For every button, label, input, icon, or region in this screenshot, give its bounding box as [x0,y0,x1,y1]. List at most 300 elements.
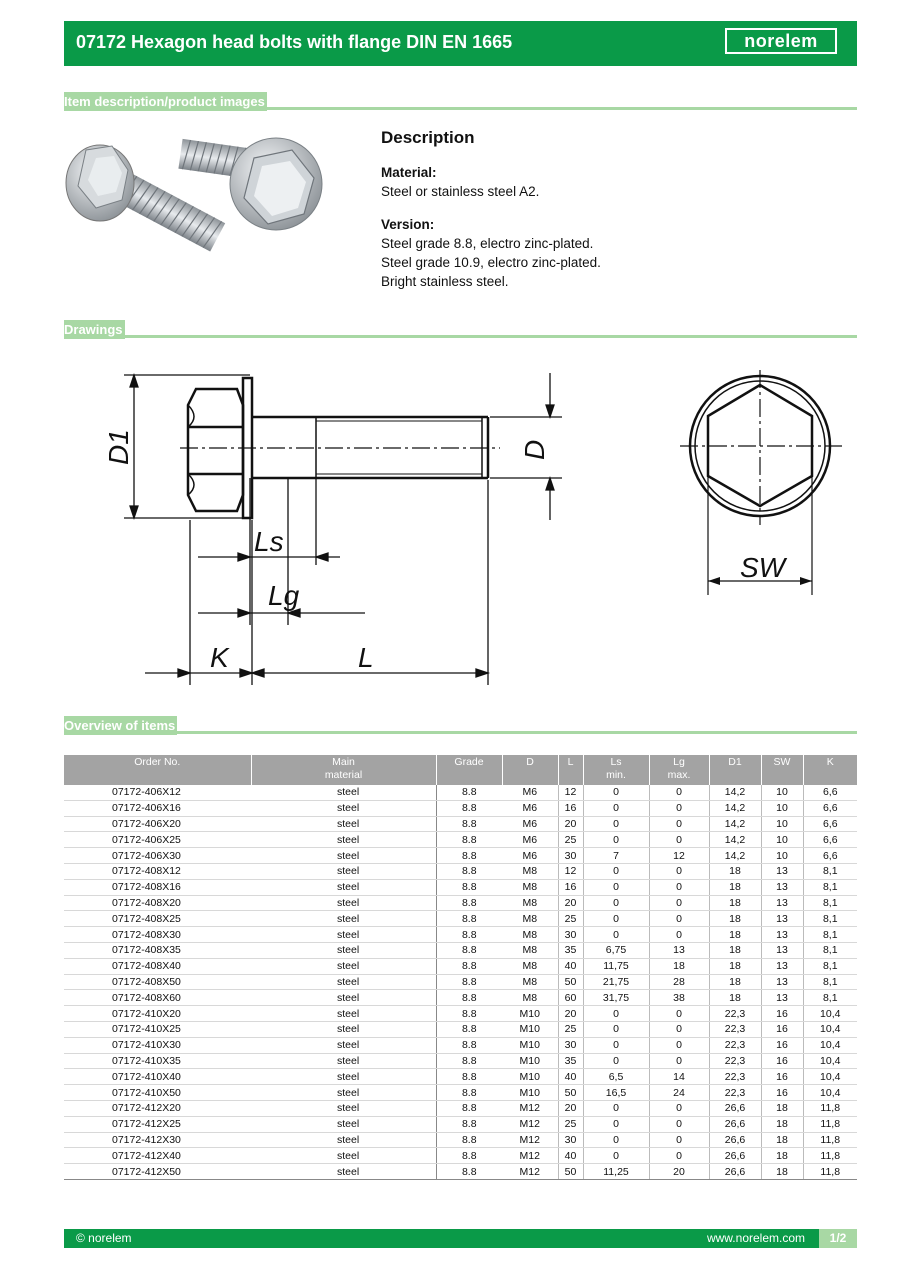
table-cell: 18 [709,911,761,927]
table-cell: steel [251,1006,436,1022]
table-cell: 8,1 [803,879,857,895]
table-cell: 8.8 [436,990,502,1006]
column-header: L [558,755,583,785]
table-cell: 18 [761,1148,803,1164]
table-cell: 07172-408X25 [64,911,251,927]
table-cell: 0 [649,1148,709,1164]
table-cell: 8,1 [803,942,857,958]
table-cell: 0 [583,1148,649,1164]
section-title: Item description/product images [64,94,265,109]
table-cell: 07172-406X25 [64,832,251,848]
table-cell: steel [251,911,436,927]
table-cell: 18 [761,1132,803,1148]
table-cell: 8.8 [436,942,502,958]
table-cell: 0 [583,832,649,848]
table-cell: 0 [583,1116,649,1132]
table-cell: 07172-410X50 [64,1085,251,1101]
table-cell: 16 [761,1037,803,1053]
table-row [64,785,857,800]
table-cell: 18 [709,863,761,879]
label-k: K [210,642,229,673]
items-table [64,755,857,1180]
table-cell: 13 [649,942,709,958]
version-line: Steel grade 8.8, electro zinc-plated. [381,236,594,251]
table-cell: 13 [761,927,803,943]
table-cell: 12 [558,785,583,800]
table-cell: M6 [502,800,558,816]
table-cell: 14,2 [709,832,761,848]
table-cell: 16,5 [583,1085,649,1101]
table-cell: steel [251,1116,436,1132]
table-cell: 07172-408X16 [64,879,251,895]
table-row [64,990,857,1006]
table-cell: 0 [649,1116,709,1132]
table-cell: M10 [502,1006,558,1022]
table-cell: 11,8 [803,1100,857,1116]
version-line: Bright stainless steel. [381,274,509,289]
table-cell: M10 [502,1053,558,1069]
table-cell: 18 [709,974,761,990]
table-cell: 6,5 [583,1069,649,1085]
table-cell: 8,1 [803,895,857,911]
table-cell: 22,3 [709,1069,761,1085]
column-header: Lg max. [649,755,709,785]
table-cell: 0 [649,927,709,943]
table-row [64,1085,857,1101]
section-title: Overview of items [64,718,176,733]
table-cell: 26,6 [709,1100,761,1116]
table-cell: 20 [558,1006,583,1022]
table-cell: 8.8 [436,927,502,943]
table-cell: 07172-408X50 [64,974,251,990]
column-header: K [803,755,857,785]
table-cell: 8.8 [436,1164,502,1180]
table-cell: 22,3 [709,1053,761,1069]
table-cell: steel [251,832,436,848]
table-cell: steel [251,1037,436,1053]
table-cell: steel [251,1164,436,1180]
table-cell: M10 [502,1021,558,1037]
table-cell: steel [251,927,436,943]
table-cell: 30 [558,848,583,864]
table-cell: 13 [761,974,803,990]
table-cell: 8.8 [436,1006,502,1022]
table-row [64,1021,857,1037]
table-cell: 8.8 [436,879,502,895]
table-cell: 0 [649,785,709,800]
table-cell: 8.8 [436,958,502,974]
dimension-lines [124,373,562,685]
table-cell: 18 [761,1116,803,1132]
table-cell: M6 [502,785,558,800]
table-cell: 28 [649,974,709,990]
table-body [64,785,857,1179]
table-cell: 0 [583,800,649,816]
table-cell: 8.8 [436,1085,502,1101]
table-cell: 16 [558,800,583,816]
table-cell: M8 [502,879,558,895]
table-cell: M8 [502,942,558,958]
table-cell: M6 [502,848,558,864]
table-row [64,879,857,895]
table-cell: 0 [583,1021,649,1037]
table-cell: M10 [502,1085,558,1101]
table-cell: 16 [558,879,583,895]
version-line: Steel grade 10.9, electro zinc-plated. [381,255,601,270]
table-cell: 16 [761,1069,803,1085]
table-cell: 0 [649,1006,709,1022]
table-cell: 8.8 [436,1037,502,1053]
table-cell: M12 [502,1132,558,1148]
table-cell: 07172-410X30 [64,1037,251,1053]
table-cell: 11,8 [803,1164,857,1180]
table-cell: 25 [558,832,583,848]
table-row [64,848,857,864]
table-cell: 50 [558,1085,583,1101]
table-cell: 13 [761,879,803,895]
table-cell: 20 [558,816,583,832]
table-cell: 30 [558,927,583,943]
table-row [64,974,857,990]
table-cell: 0 [649,800,709,816]
table-row [64,895,857,911]
table-row [64,1037,857,1053]
table-cell: steel [251,863,436,879]
technical-drawing [0,345,900,705]
table-cell: steel [251,1085,436,1101]
table-cell: 07172-408X12 [64,863,251,879]
section-overview [64,716,857,736]
table-row [64,911,857,927]
table-cell: 13 [761,942,803,958]
table-cell: 0 [583,879,649,895]
table-cell: 50 [558,1164,583,1180]
table-cell: 0 [583,1132,649,1148]
table-cell: M6 [502,832,558,848]
table-cell: 07172-406X20 [64,816,251,832]
description-heading: Description [381,128,475,147]
table-cell: 8.8 [436,1021,502,1037]
table-cell: 14 [649,1069,709,1085]
product-image [64,128,324,282]
table-cell: 8.8 [436,1053,502,1069]
table-cell: 0 [583,1053,649,1069]
table-cell: 8.8 [436,895,502,911]
table-cell: 8.8 [436,832,502,848]
table-cell: 8,1 [803,863,857,879]
table-cell: 22,3 [709,1037,761,1053]
column-header: Main material [251,755,436,785]
table-cell: steel [251,1148,436,1164]
table-cell: 18 [709,990,761,1006]
table-cell: M8 [502,974,558,990]
table-cell: 6,75 [583,942,649,958]
table-cell: 8.8 [436,1148,502,1164]
table-cell: 07172-408X40 [64,958,251,974]
table-cell: 0 [583,1006,649,1022]
table-cell: 07172-410X25 [64,1021,251,1037]
table-cell: 8,1 [803,958,857,974]
table-cell: 0 [583,927,649,943]
table-cell: steel [251,1100,436,1116]
table-cell: 18 [709,927,761,943]
table-cell: 60 [558,990,583,1006]
table-cell: 14,2 [709,816,761,832]
table-cell: 11,25 [583,1164,649,1180]
table-cell: 50 [558,974,583,990]
table-cell: 0 [583,1100,649,1116]
table-cell: 30 [558,1037,583,1053]
table-row [64,863,857,879]
page-footer [64,1229,857,1248]
table-cell: 8.8 [436,974,502,990]
table-cell: 18 [649,958,709,974]
table-cell: 07172-406X16 [64,800,251,816]
table-cell: 10,4 [803,1021,857,1037]
table-cell: 22,3 [709,1085,761,1101]
table-cell: 26,6 [709,1164,761,1180]
table-cell: 0 [583,1037,649,1053]
table-cell: steel [251,800,436,816]
table-cell: 38 [649,990,709,1006]
table-cell: 0 [583,785,649,800]
table-cell: 10 [761,816,803,832]
table-cell: 6,6 [803,785,857,800]
section-drawings [64,320,857,340]
table-cell: M8 [502,863,558,879]
column-header: D1 [709,755,761,785]
table-row [64,832,857,848]
version-label: Version: [381,217,435,232]
table-cell: 10,4 [803,1037,857,1053]
table-row [64,1006,857,1022]
copyright: © norelem [76,1231,132,1245]
table-cell: 8.8 [436,848,502,864]
table-row [64,942,857,958]
label-d: D [519,439,550,460]
table-cell: 20 [558,895,583,911]
table-row [64,1164,857,1180]
norelem-logo[interactable]: norelem [725,28,837,54]
table-cell: 11,8 [803,1148,857,1164]
table-cell: steel [251,848,436,864]
table-cell: 0 [583,863,649,879]
table-row [64,1069,857,1085]
table-cell: steel [251,1053,436,1069]
table-cell: M8 [502,958,558,974]
table-cell: 8.8 [436,816,502,832]
table-cell: 0 [649,832,709,848]
table-cell: 18 [761,1100,803,1116]
label-l: L [358,642,374,673]
table-cell: 24 [649,1085,709,1101]
table-cell: 0 [649,1053,709,1069]
table-cell: 07172-408X30 [64,927,251,943]
table-header-row [64,755,857,785]
table-cell: 8.8 [436,1100,502,1116]
table-cell: 0 [649,1132,709,1148]
table-cell: 30 [558,1132,583,1148]
table-cell: 07172-406X12 [64,785,251,800]
column-header: D [502,755,558,785]
page-title: 07172 Hexagon head bolts with flange DIN EN 1665 [76,32,513,52]
table-row [64,927,857,943]
table-cell: 25 [558,1021,583,1037]
table-cell: steel [251,974,436,990]
table-cell: M8 [502,895,558,911]
table-cell: steel [251,1021,436,1037]
table-cell: 16 [761,1085,803,1101]
table-cell: M10 [502,1069,558,1085]
table-cell: 14,2 [709,848,761,864]
table-cell: 8,1 [803,990,857,1006]
table-cell: 0 [649,816,709,832]
table-cell: 13 [761,958,803,974]
table-cell: 14,2 [709,785,761,800]
table-cell: steel [251,785,436,800]
column-header: SW [761,755,803,785]
table-row [64,1100,857,1116]
table-cell: 18 [709,942,761,958]
table-cell: 07172-406X30 [64,848,251,864]
table-row [64,800,857,816]
table-cell: 12 [649,848,709,864]
table-cell: 10,4 [803,1069,857,1085]
table-cell: M8 [502,927,558,943]
table-cell: M8 [502,990,558,1006]
table-cell: 0 [649,895,709,911]
table-cell: 8.8 [436,1116,502,1132]
table-cell: 10,4 [803,1085,857,1101]
table-cell: 8.8 [436,863,502,879]
table-cell: 10 [761,785,803,800]
label-ls: Ls [254,526,284,557]
table-cell: M12 [502,1164,558,1180]
table-cell: 10,4 [803,1006,857,1022]
table-cell: steel [251,990,436,1006]
table-cell: 10 [761,832,803,848]
table-cell: 20 [649,1164,709,1180]
table-cell: 07172-412X40 [64,1148,251,1164]
table-cell: 20 [558,1100,583,1116]
table-cell: 8,1 [803,974,857,990]
table-cell: 40 [558,1069,583,1085]
page-number: 1/2 [819,1229,857,1248]
table-cell: 25 [558,911,583,927]
table-cell: 13 [761,863,803,879]
table-cell: 8,1 [803,911,857,927]
table-cell: 6,6 [803,800,857,816]
table-cell: 11,8 [803,1116,857,1132]
label-sw: SW [740,552,786,583]
table-cell: 07172-410X40 [64,1069,251,1085]
table-cell: 11,8 [803,1132,857,1148]
table-cell: M8 [502,911,558,927]
table-cell: 0 [583,816,649,832]
table-cell: 16 [761,1006,803,1022]
table-cell: 8.8 [436,1132,502,1148]
table-cell: 07172-410X20 [64,1006,251,1022]
table-cell: 8,1 [803,927,857,943]
table-cell: 31,75 [583,990,649,1006]
table-cell: 22,3 [709,1006,761,1022]
table-row [64,958,857,974]
table-cell: 0 [583,895,649,911]
table-cell: 10,4 [803,1053,857,1069]
table-cell: 07172-408X60 [64,990,251,1006]
table-cell: 18 [761,1164,803,1180]
table-cell: 07172-410X35 [64,1053,251,1069]
table-cell: 21,75 [583,974,649,990]
section-item-description [64,92,857,112]
table-cell: 12 [558,863,583,879]
table-cell: 26,6 [709,1148,761,1164]
table-cell: 7 [583,848,649,864]
table-cell: 35 [558,942,583,958]
table-cell: 07172-412X20 [64,1100,251,1116]
table-cell: steel [251,958,436,974]
table-cell: 07172-412X50 [64,1164,251,1180]
table-cell: 26,6 [709,1132,761,1148]
table-row [64,1132,857,1148]
page-header [64,21,857,66]
table-cell: 07172-412X25 [64,1116,251,1132]
label-d1: D1 [103,429,134,465]
table-cell: 14,2 [709,800,761,816]
table-cell: 16 [761,1021,803,1037]
column-header: Order No. [64,755,251,785]
table-cell: 0 [649,863,709,879]
material-text: Steel or stainless steel A2. [381,184,540,199]
section-rule [64,731,857,734]
table-cell: 8.8 [436,800,502,816]
table-cell: 6,6 [803,848,857,864]
table-cell: 8.8 [436,911,502,927]
table-cell: 13 [761,895,803,911]
table-cell: 0 [649,1037,709,1053]
table-cell: 35 [558,1053,583,1069]
table-row [64,1148,857,1164]
table-cell: 07172-408X35 [64,942,251,958]
table-cell: 18 [709,895,761,911]
table-cell: 18 [709,879,761,895]
table-cell: 26,6 [709,1116,761,1132]
table-row [64,1053,857,1069]
table-cell: 18 [709,958,761,974]
description-block [381,128,601,305]
material-label: Material: [381,165,437,180]
table-cell: 22,3 [709,1021,761,1037]
table-cell: 07172-408X20 [64,895,251,911]
table-cell: 0 [649,1100,709,1116]
table-cell: steel [251,1132,436,1148]
table-cell: M6 [502,816,558,832]
table-cell: steel [251,879,436,895]
label-lg: Lg [268,580,300,611]
table-cell: M10 [502,1037,558,1053]
table-cell: steel [251,1069,436,1085]
table-cell: M12 [502,1100,558,1116]
table-cell: 25 [558,1116,583,1132]
table-row [64,816,857,832]
website-link[interactable]: www.norelem.com [706,1231,805,1245]
table-cell: 40 [558,958,583,974]
table-cell: 6,6 [803,832,857,848]
table-cell: 13 [761,911,803,927]
table-cell: steel [251,942,436,958]
column-header: Ls min. [583,755,649,785]
table-cell: M12 [502,1116,558,1132]
